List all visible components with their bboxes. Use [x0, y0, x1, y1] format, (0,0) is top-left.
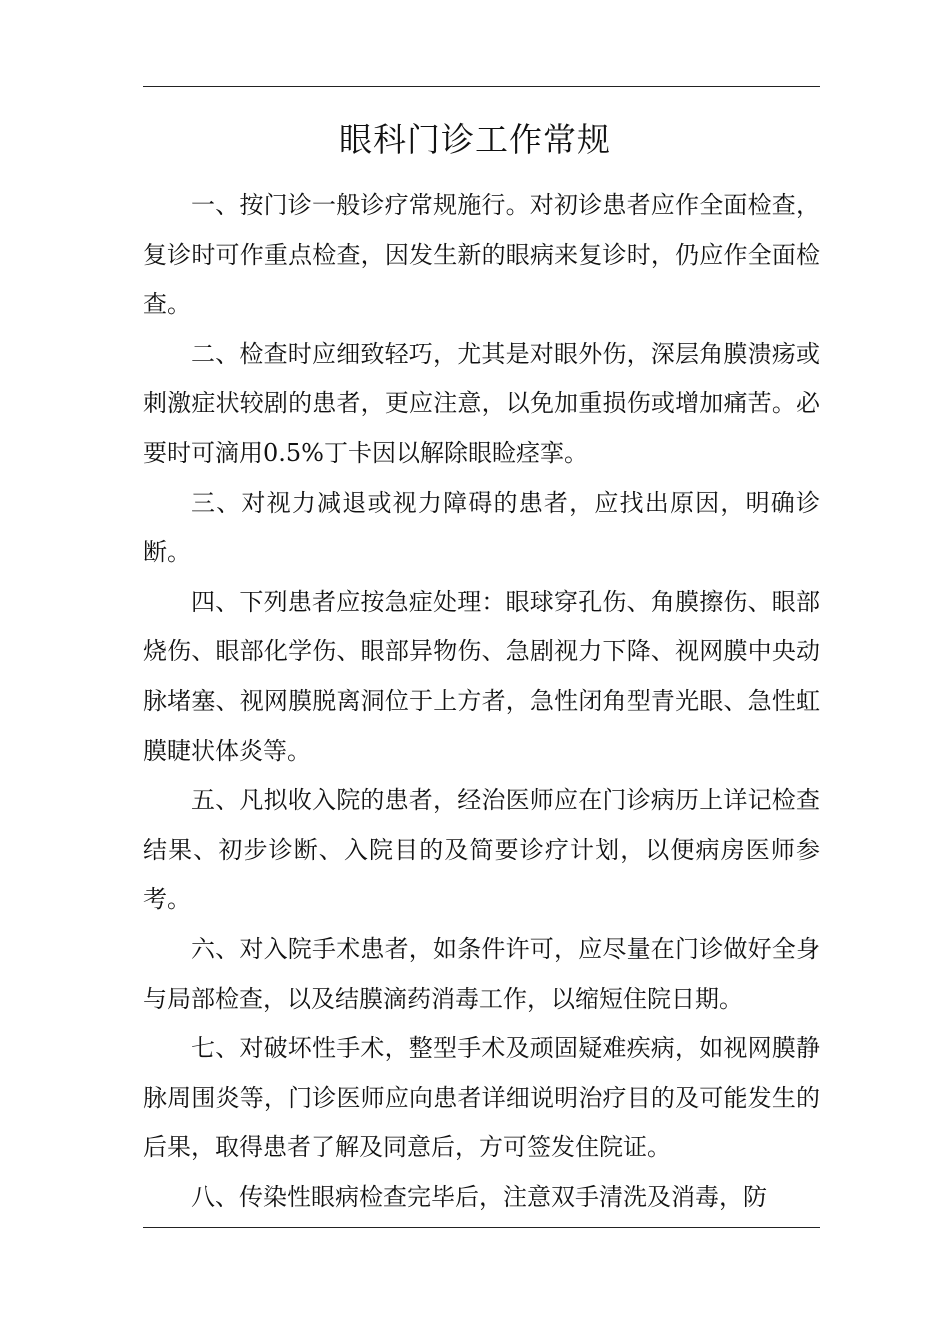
paragraph-6: 六、对入院手术患者，如条件许可，应尽量在门诊做好全身与局部检查，以及结膜滴药消毒工作，以缩短住院日期。: [143, 934, 820, 1013]
footer-rule: [143, 1227, 820, 1228]
document-body: [143, 181, 820, 1222]
header-rule: [143, 86, 820, 87]
paragraph-5: 五、凡拟收入院的患者，经治医师应在门诊病历上详记检查结果、初步诊断、入院目的及简要诊疗计划，以便病房医师参考。: [143, 786, 820, 914]
paragraph-1: 一、按门诊一般诊疗常规施行。对初诊患者应作全面检查，复诊时可作重点检查，因发生新的眼病来复诊时，仍应作全面检查。: [143, 191, 820, 319]
paragraph-4: 四、下列患者应按急症处理：眼球穿孔伤、角膜擦伤、眼部烧伤、眼部化学伤、眼部异物伤、急剧视力下降、视网膜中央动脉堵塞、视网膜脱离洞位于上方者，急性闭角型青光眼、急性虹膜睫状体炎等。: [143, 587, 820, 765]
paragraph-3: 三、对视力减退或视力障碍的患者，应找出原因，明确诊断。: [143, 488, 820, 567]
paragraph-8: 八、传染性眼病检查完毕后，注意双手清洗及消毒，防: [191, 1182, 767, 1211]
paragraph-7: 七、对破坏性手术，整型手术及顽固疑难疾病，如视网膜静脉周围炎等，门诊医师应向患者详细说明治疗目的及可能发生的后果，取得患者了解及同意后，方可签发住院证。: [143, 1034, 820, 1162]
paragraph-2: 二、检查时应细致轻巧，尤其是对眼外伤，深层角膜溃疡或刺激症状较剧的患者，更应注意，以免加重损伤或增加痛苦。必要时可滴用0.5%丁卡因以解除眼睑痉挛。: [143, 339, 820, 467]
document-title: 眼科门诊工作常规: [339, 120, 611, 159]
